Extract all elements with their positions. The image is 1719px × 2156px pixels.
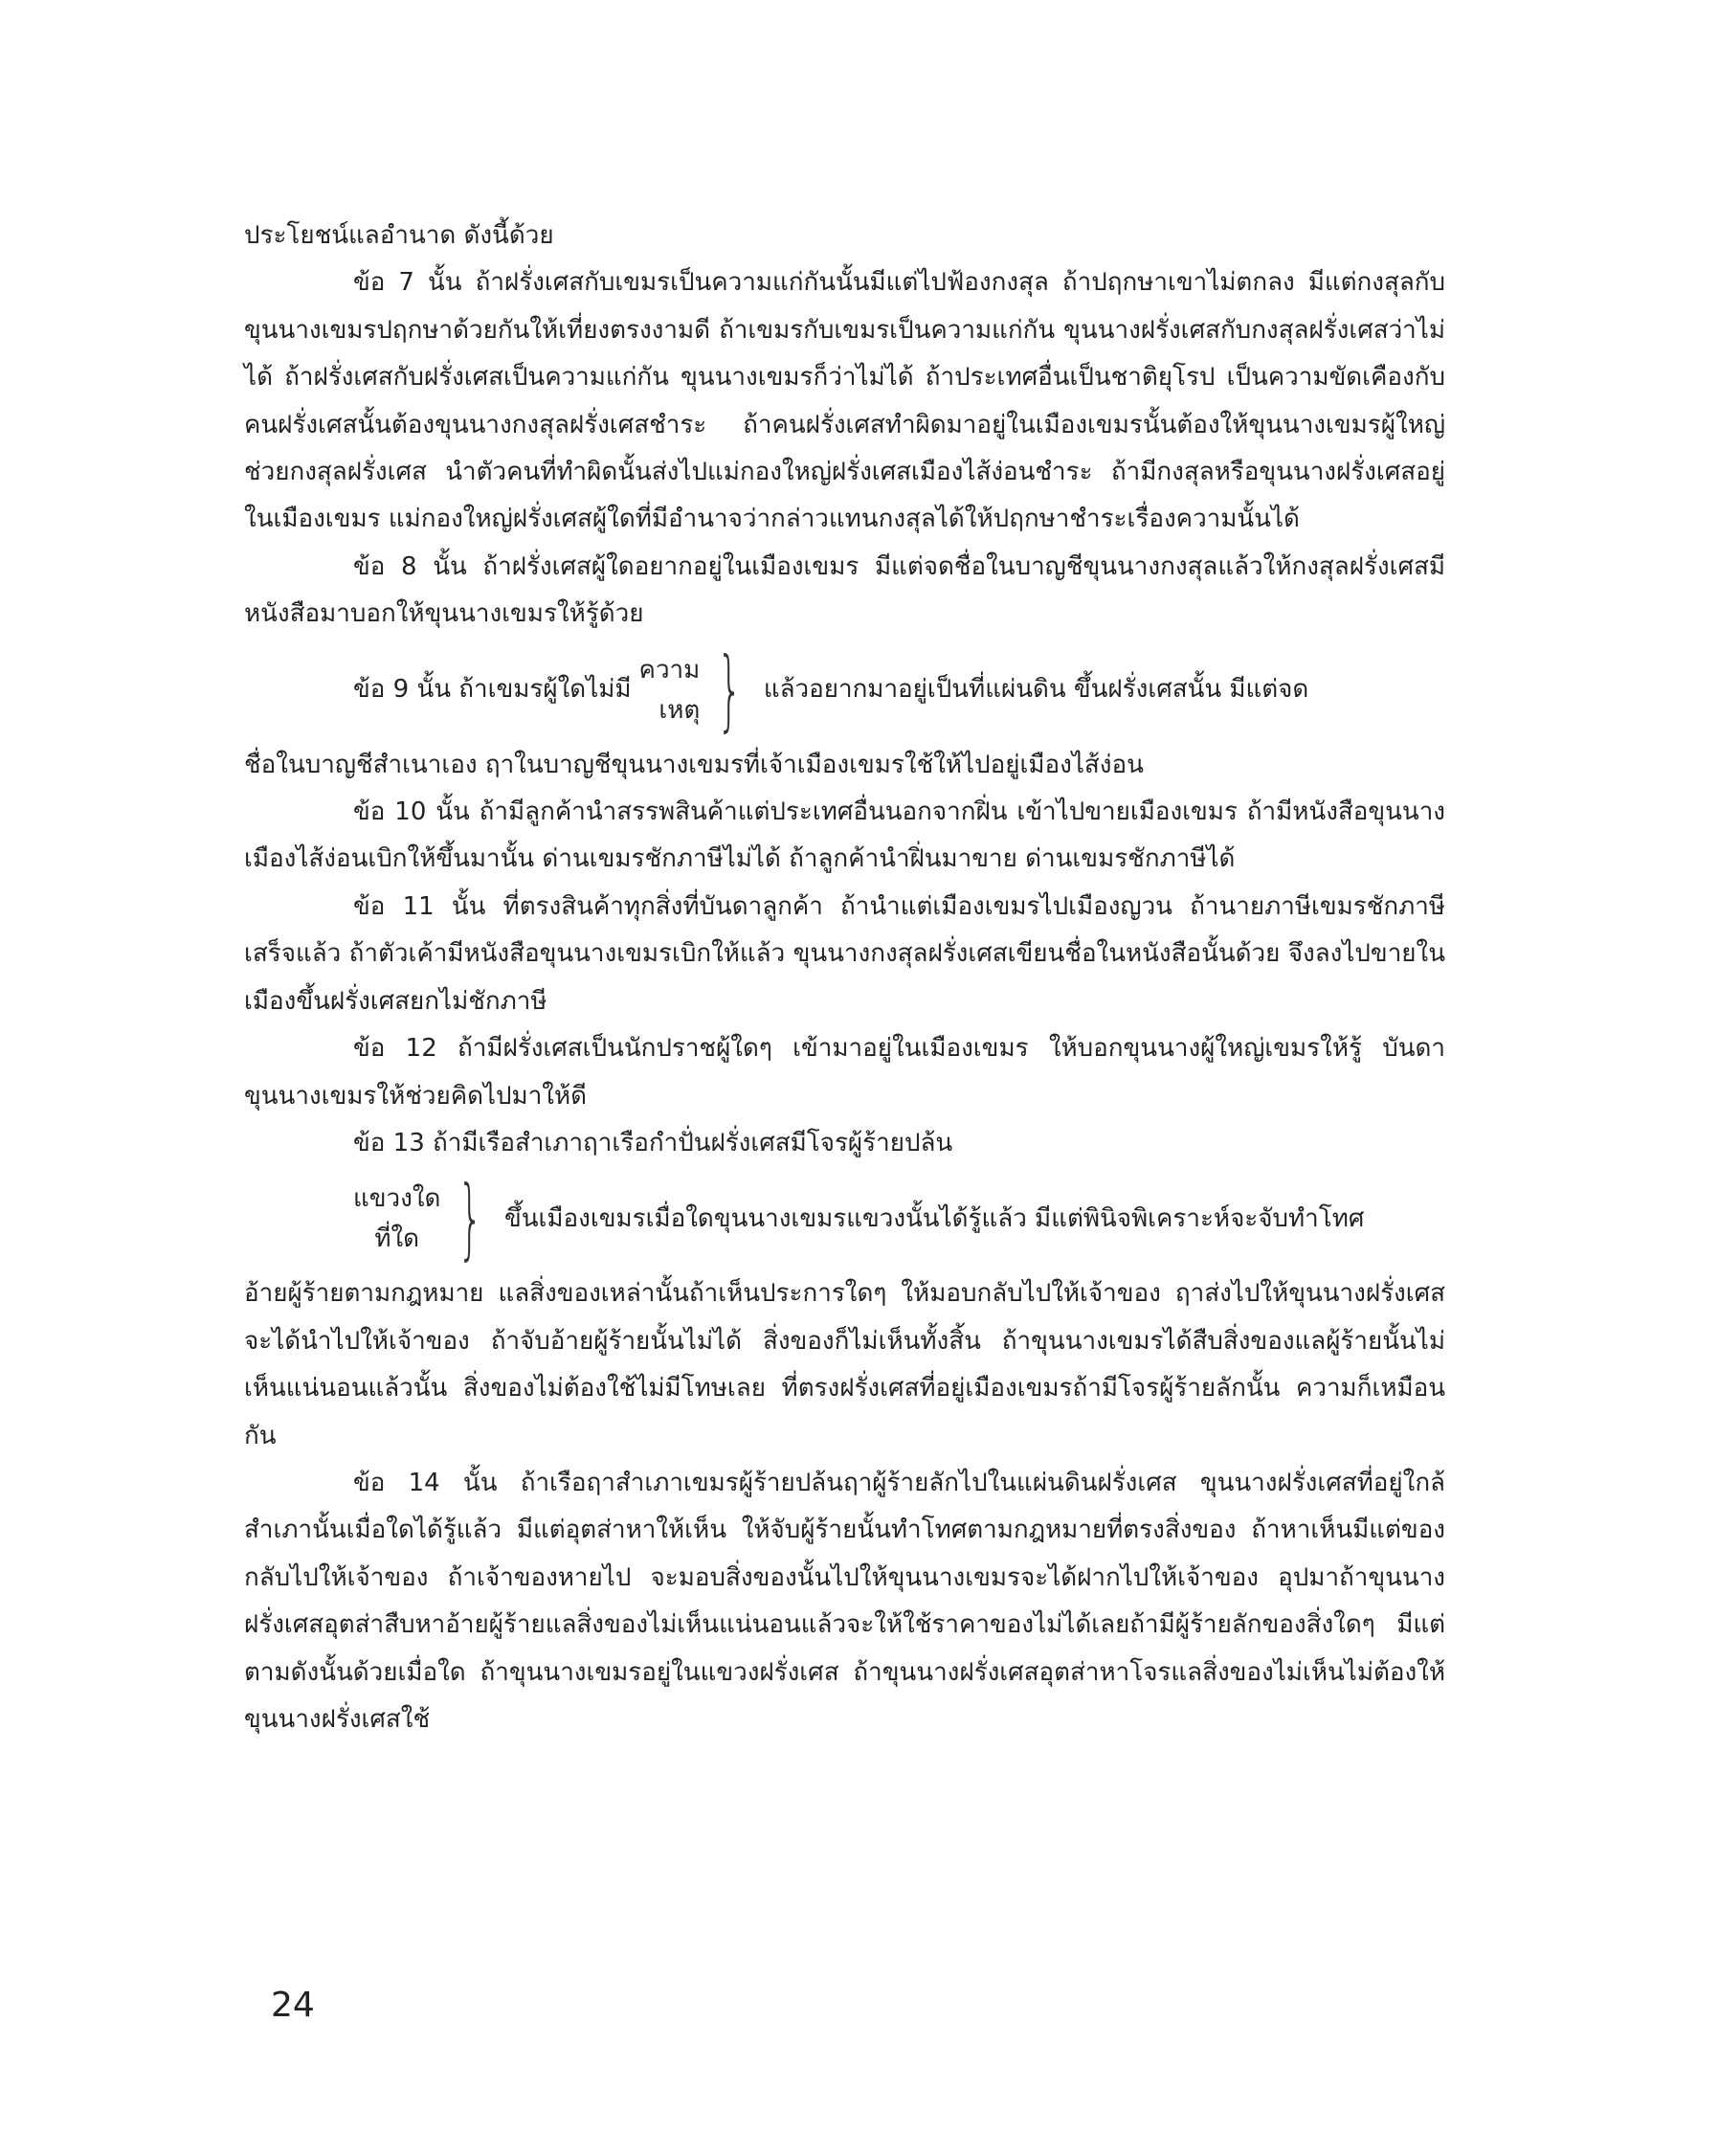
article-13-stack-bottom: ที่ใด xyxy=(374,1224,420,1254)
paragraph-article-11: ข้อ 11 นั้น ที่ตรงสินค้าทุกสิ่งที่บันดาลูกค้า ถ้านำแต่เมืองเขมรไปเมืองญวน ถ้านายภาษีเขมรชักภาษีเสร็จแล้ว ถ้าตัวเค้ามีหนังสือขุนนางเขมรเบิกให้แล้ว ขุนนางกงสุลฝรั่งเศสเขียนชื่อในหนังสือนั้นด้วย จึงลงไปขายในเมืองขึ้นฝรั่งเศสยกไม่ชักภาษี xyxy=(244,891,1445,1016)
article-9-stacked-words xyxy=(639,650,701,730)
paragraph-article-13: ข้อ 13 ถ้ามีเรือสำเภาฤาเรือกำปั่นฝรั่งเศสมีโจรผู้ร้ายปล้น xyxy=(353,1128,953,1157)
article-13-stacked-words xyxy=(353,1179,440,1259)
paragraph-article-8: ข้อ 8 นั้น ถ้าฝรั่งเศสผู้ใดอยากอยู่ในเมืองเขมร มีแต่จดชื่อในบาญชีขุนนางกงสุลแล้วให้กงสุลฝรั่งเศสมีหนังสือมาบอกให้ขุนนางเขมรให้รู้ด้วย xyxy=(244,551,1445,629)
body-text xyxy=(244,213,1445,1743)
paragraph-article-13-continuation: อ้ายผู้ร้ายตามกฎหมาย แลสิ่งของเหล่านั้นถ้าเห็นประการใดๆ ให้มอบกลับไปให้เจ้าของ ฤาส่งไปให้ขุนนางฝรั่งเศสจะได้นำไปให้เจ้าของ ถ้าจับอ้ายผู้ร้ายนั้นไม่ได้ สิ่งของก็ไม่เห็นทั้งสิ้น ถ้าขุนนางเขมรได้สืบสิ่งของแลผู้ร้ายนั้นไม่เห็นแน่นอนแล้วนั้น สิ่งของไม่ต้องใช้ไม่มีโทษเลย ที่ตรงฝรั่งเศสที่อยู่เมืองเขมรถ้ามีโจรผู้ร้ายลักนั้น ความก็เหมือนกัน xyxy=(244,1279,1445,1450)
paragraph-article-10: ข้อ 10 นั้น ถ้ามีลูกค้านำสรรพสินค้าแต่ประเทศอื่นนอกจากฝิ่น เข้าไปขายเมืองเขมร ถ้ามีหนังสือขุนนางเมืองไส้ง่อนเบิกให้ขึ้นมานั้น ด่านเขมรชักภาษีไม่ได้ ถ้าลูกค้านำฝิ่นมาขาย ด่านเขมรชักภาษีได้ xyxy=(244,797,1445,874)
paragraph-article-9-continuation: ชื่อในบาญชีสำเนาเอง ฤาในบาญชีขุนนางเขมรที่เจ้าเมืองเขมรใช้ให้ไปอยู่เมืองไส้ง่อน xyxy=(244,750,1144,779)
article-9-tail: แล้วอยากมาอยู่เป็นที่แผ่นดิน ขึ้นฝรั่งเศสนั้น มีแต่จด xyxy=(763,674,1309,704)
article-9-brace-line xyxy=(244,639,1445,742)
right-brace-icon: } xyxy=(458,1167,483,1270)
paragraph-article-12: ข้อ 12 ถ้ามีฝรั่งเศสเป็นนักปราชผู้ใดๆ เข้ามาอยู่ในเมืองเขมร ให้บอกขุนนางผู้ใหญ่เขมรให้รู้ บันดาขุนนางเขมรให้ช่วยคิดไปมาให้ดี xyxy=(244,1034,1445,1111)
article-9-lead: ข้อ 9 นั้น ถ้าเขมรผู้ใดไม่มี xyxy=(353,674,632,704)
paragraph-article-14: ข้อ 14 นั้น ถ้าเรือฤาสำเภาเขมรผู้ร้ายปล้นฤาผู้ร้ายลักไปในแผ่นดินฝรั่งเศส ขุนนางฝรั่งเศสที่อยู่ใกล้สำเภานั้นเมื่อใดได้รู้แล้ว มีแต่อุตส่าหาให้เห็น ให้จับผู้ร้ายนั้นทำโทศตามกฎหมายที่ตรงสิ่งของ ถ้าหาเห็นมีแต่ของกลับไปให้เจ้าของ ถ้าเจ้าของหายไป จะมอบสิ่งของนั้นไปให้ขุนนางเขมรจะได้ฝากไปให้เจ้าของ อุปมาถ้าขุนนางฝรั่งเศสอุตส่าสืบหาอ้ายผู้ร้ายแลสิ่งของไม่เห็นแน่นอนแล้วจะให้ใช้ราคาของไม่ได้เลยถ้ามีผู้ร้ายลักของสิ่งใดๆ มีแต่ตามดังนั้นด้วยเมื่อใด ถ้าขุนนางเขมรอยู่ในแขวงฝรั่งเศส ถ้าขุนนางฝรั่งเศสอุตส่าหาโจรแลสิ่งของไม่เห็นไม่ต้องให้ขุนนางฝรั่งเศสใช้ xyxy=(244,1468,1445,1734)
page-number: 24 xyxy=(271,1986,315,2025)
article-9-stack-top: ความ xyxy=(638,655,701,685)
article-13-tail: ขึ้นเมืองเขมรเมื่อใดขุนนางเขมรแขวงนั้นได้รู้แล้ว มีแต่พินิจพิเคราะห์จะจับทำโทศ xyxy=(503,1203,1365,1233)
article-13-brace-line xyxy=(244,1167,1445,1270)
right-brace-icon: } xyxy=(717,638,743,741)
paragraph-intro-continuation: ประโยชน์แลอำนาด ดังนี้ด้วย xyxy=(244,221,554,250)
article-13-stack-top: แขวงใด xyxy=(353,1184,441,1214)
paragraph-article-7: ข้อ 7 นั้น ถ้าฝรั่งเศสกับเขมรเป็นความแก่กันนั้นมีแต่ไปฟ้องกงสุล ถ้าปฤกษาเขาไม่ตกลง มีแต่กงสุลกับขุนนางเขมรปฤกษาด้วยกันให้เที่ยงตรงงามดี ถ้าเขมรกับเขมรเป็นความแก่กัน ขุนนางฝรั่งเศสกับกงสุลฝรั่งเศสว่าไม่ได้ ถ้าฝรั่งเศสกับฝรั่งเศสเป็นความแก่กัน ขุนนางเขมรก็ว่าไม่ได้ ถ้าประเทศอื่นเป็นชาติยุโรป เป็นความขัดเคืองกับคนฝรั่งเศสนั้นต้องขุนนางกงสุลฝรั่งเศสชำระ ถ้าคนฝรั่งเศสทำผิดมาอยู่ในเมืองเขมรนั้นต้องให้ขุนนางเขมรผู้ใหญ่ช่วยกงสุลฝรั่งเศส นำตัวคนที่ทำผิดนั้นส่งไปแม่กองใหญ่ฝรั่งเศสเมืองไส้ง่อนชำระ ถ้ามีกงสุลหรือขุนนางฝรั่งเศสอยู่ในเมืองเขมร แม่กองใหญ่ฝรั่งเศสผู้ใดที่มีอำนาจว่ากล่าวแทนกงสุลได้ให้ปฤกษาชำระเรื่องความนั้นได้ xyxy=(244,268,1445,534)
article-9-stack-bottom: เหตุ xyxy=(659,695,701,725)
